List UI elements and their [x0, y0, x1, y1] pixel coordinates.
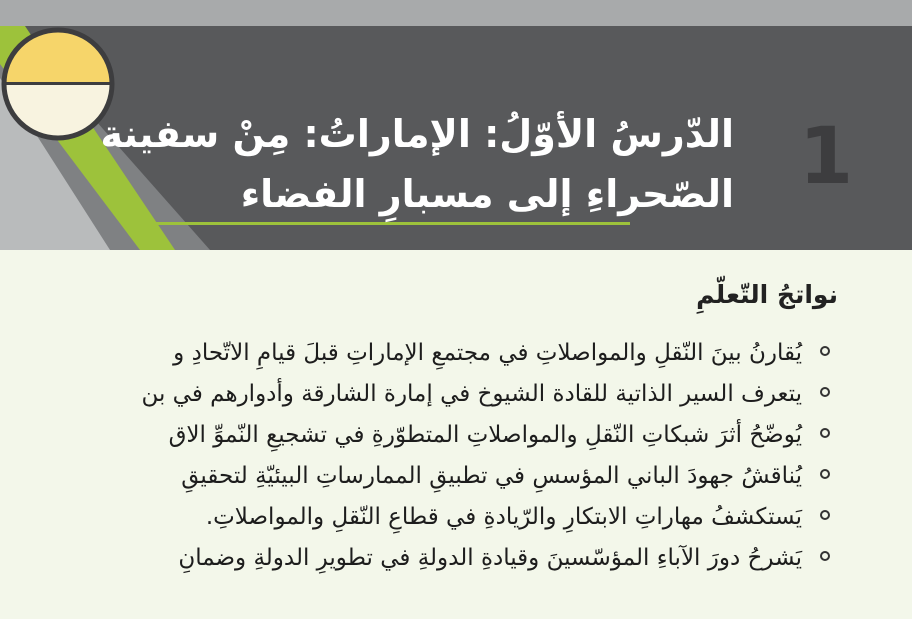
- lesson-title: [100, 104, 734, 224]
- list-item: يُناقشُ جهودَ الباني المؤسسِ في تطبيقِ الممارساتِ البيئيّةِ لتحقيقِ: [0, 459, 912, 500]
- list-item: يَشرحُ دورَ الآباءِ المؤسّسينَ وقيادةِ الدولةِ في تطويرِ الدولةِ وضمانِ: [0, 541, 912, 582]
- lesson-number: 1: [798, 112, 854, 202]
- list-item: يتعرف السير الذاتية للقادة الشيوخ في إمارة الشارقة وأدوارهم في بن: [0, 377, 912, 418]
- list-item: يُوضّحُ أثرَ شبكاتِ النّقلِ والمواصلاتِ المتطوّرةِ في تشجيعِ النّموِّ الاق: [0, 418, 912, 459]
- learning-outcomes-heading: نواتجُ التّعلّمِ: [696, 280, 838, 309]
- lesson-title-line1: الدّرسُ الأوّلُ: الإماراتُ: مِنْ سفينة: [100, 112, 734, 156]
- list-item: يُقارنُ بينَ النّقلِ والمواصلاتِ في مجتمعِ الإماراتِ قبلَ قيامِ الاتّحادِ و: [0, 336, 912, 377]
- bullet-circle-icon: [820, 510, 830, 520]
- learning-outcomes-section: [0, 250, 912, 619]
- learning-outcomes-list: [0, 336, 912, 582]
- bullet-circle-icon: [820, 551, 830, 561]
- lesson-title-line2: الصّحراءِ إلى مسبارِ الفضاء: [240, 172, 734, 216]
- bullet-circle-icon: [820, 346, 830, 356]
- bullet-circle-icon: [820, 469, 830, 479]
- bullet-circle-icon: [820, 428, 830, 438]
- top-bar: [0, 0, 912, 26]
- bullet-circle-icon: [820, 387, 830, 397]
- lesson-number-badge: [0, 26, 116, 142]
- list-item: يَستكشفُ مهاراتِ الابتكارِ والرّيادةِ في قطاعِ النّقلِ والمواصلاتِ.: [0, 500, 912, 541]
- lesson-banner: [0, 26, 912, 250]
